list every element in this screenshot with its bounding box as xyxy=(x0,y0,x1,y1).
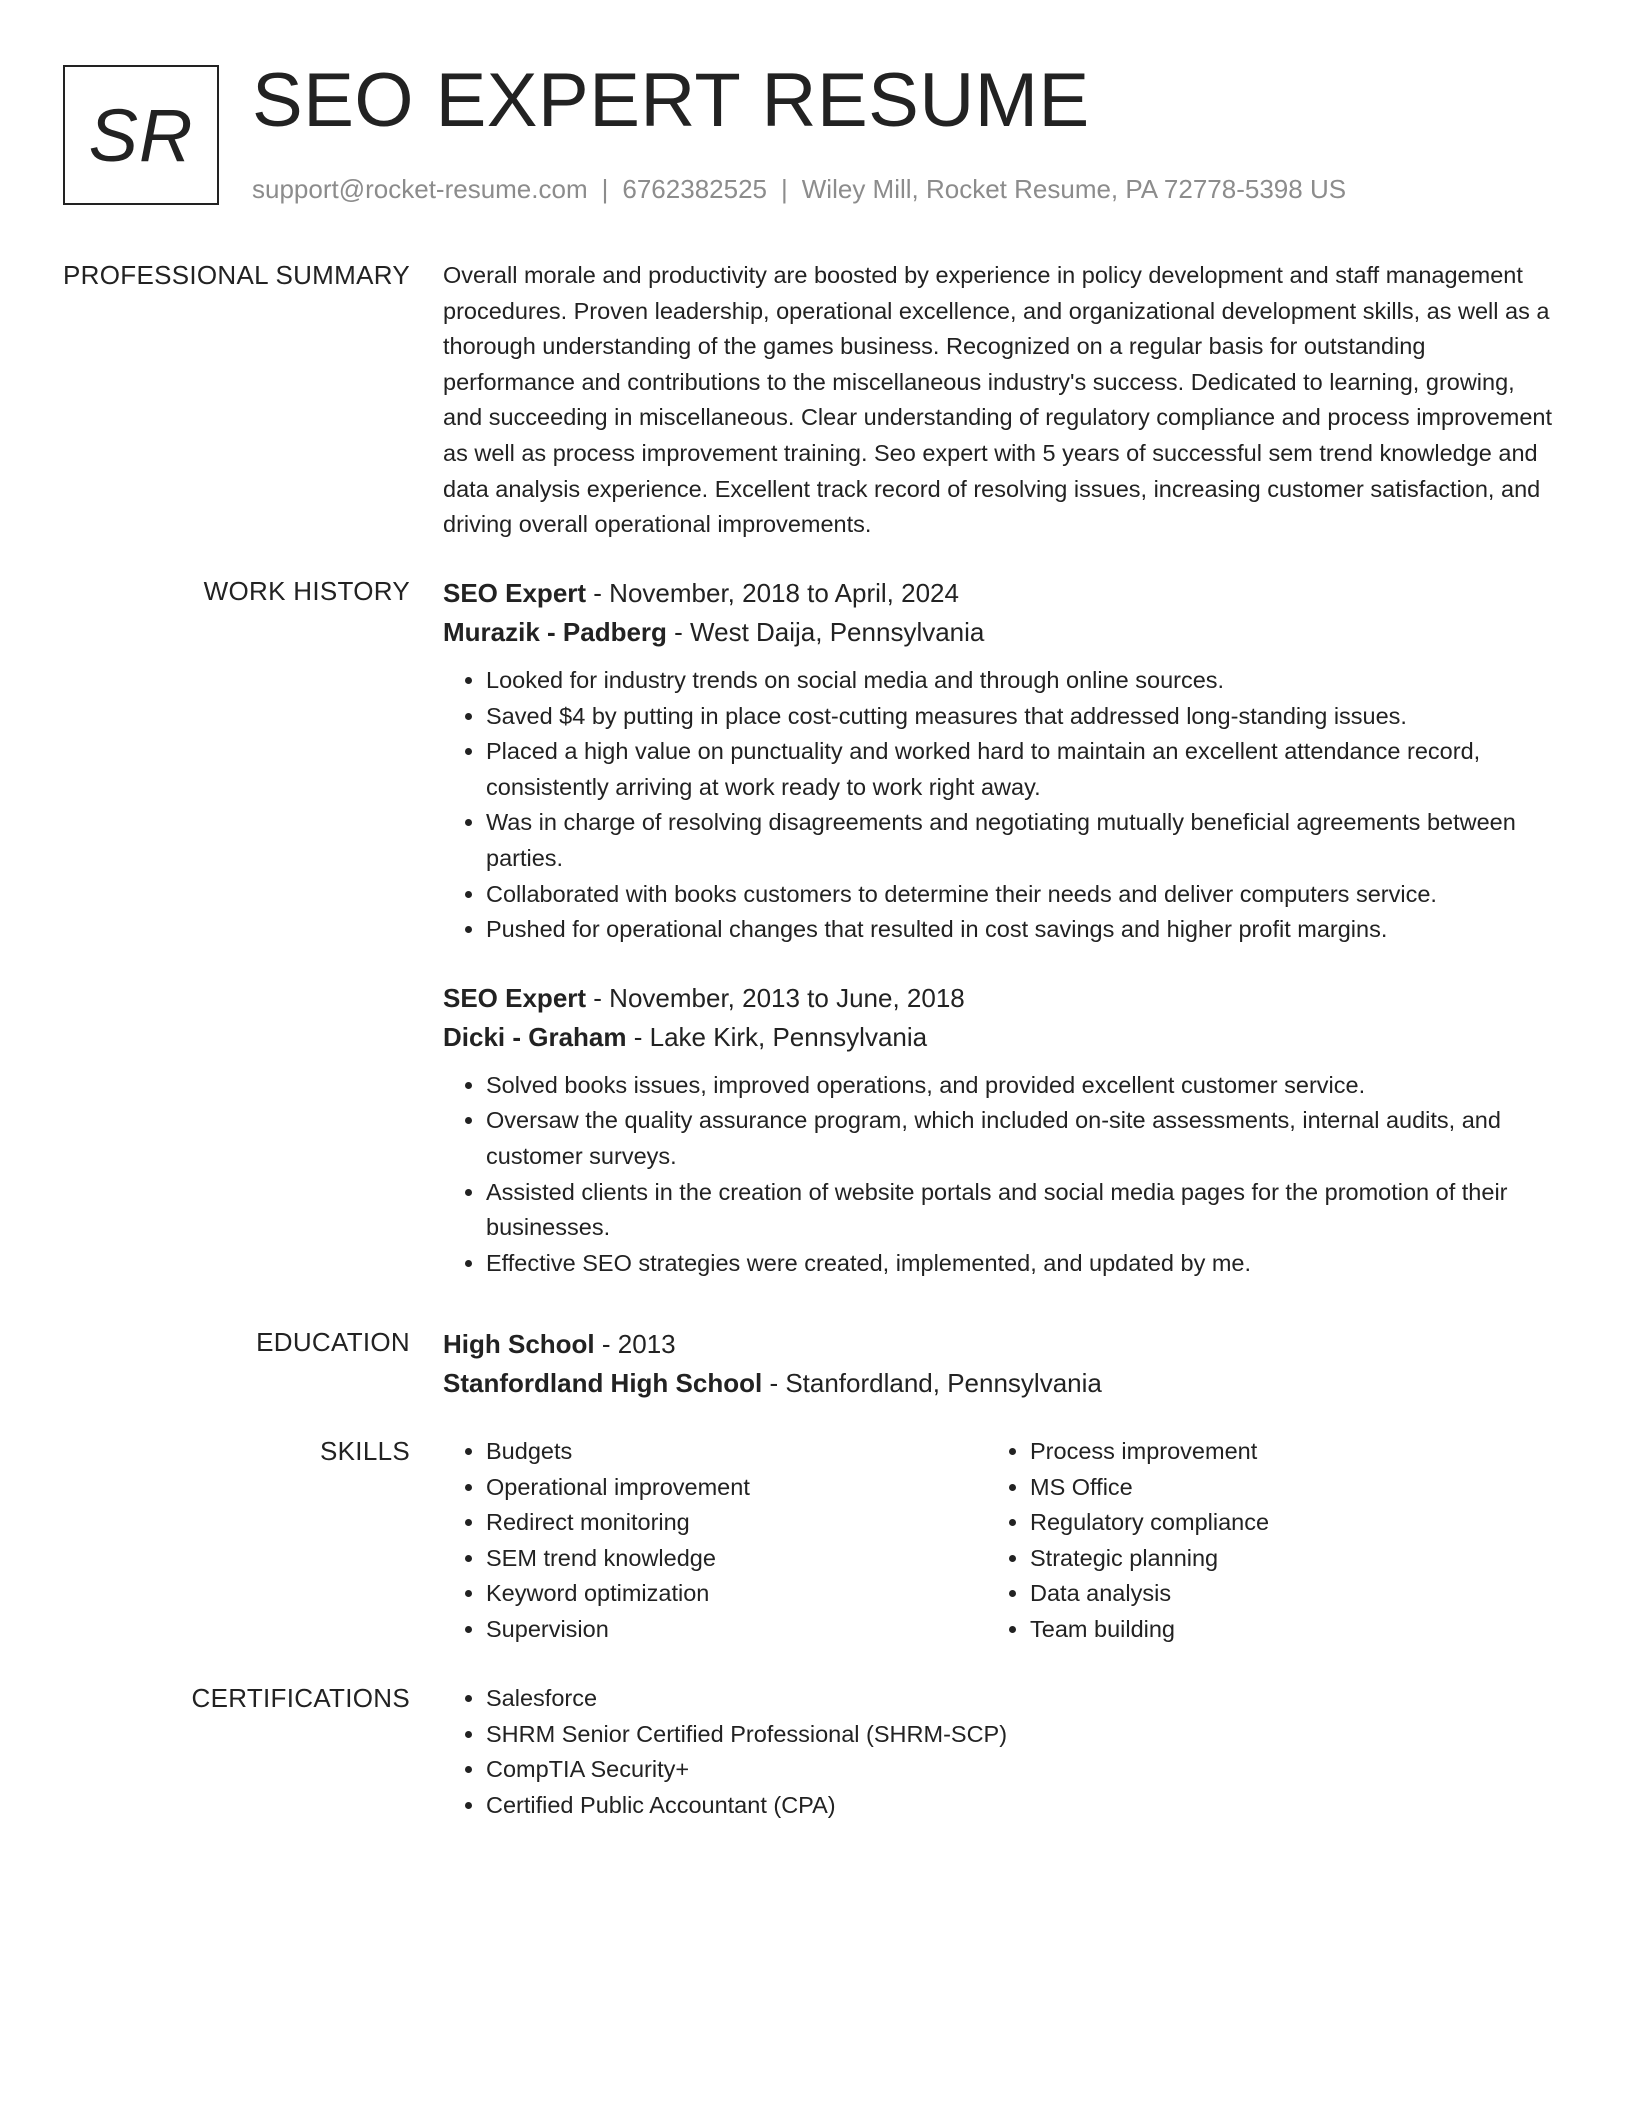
monogram-initials: SR xyxy=(88,93,194,177)
skills-list xyxy=(443,1434,987,1648)
certification-item: • CompTIA Security+ xyxy=(486,1752,1553,1788)
skill-item: • Regulatory compliance xyxy=(1030,1505,1531,1541)
skills-list xyxy=(987,1434,1531,1648)
job-company-line xyxy=(443,1018,1553,1057)
contact-email: support@rocket-resume.com xyxy=(252,174,588,204)
job-duty-item: • Placed a high value on punctuality and worked hard to maintain an excellent attendance record, consistently arriving at work ready to work right away. xyxy=(486,734,1553,805)
job-duties-list xyxy=(443,663,1553,948)
contact-line xyxy=(252,172,1346,206)
skill-item: • SEM trend knowledge xyxy=(486,1541,987,1577)
job-dates: - November, 2018 to April, 2024 xyxy=(586,578,959,608)
job-duty-item: • Looked for industry trends on social media and through online sources. xyxy=(486,663,1553,699)
job-duty-item: • Solved books issues, improved operations, and provided excellent customer service. xyxy=(486,1068,1553,1104)
job-entry xyxy=(443,979,1553,1282)
job-title: SEO Expert xyxy=(443,578,587,608)
education-location: - Stanfordland, Pennsylvania xyxy=(762,1368,1102,1398)
education-degree-line xyxy=(443,1325,1553,1364)
skill-item: • Keyword optimization xyxy=(486,1576,987,1612)
job-title-line xyxy=(443,574,1553,613)
certification-item: • Certified Public Accountant (CPA) xyxy=(486,1788,1553,1824)
job-duty-item: • Pushed for operational changes that resulted in cost savings and higher profit margins. xyxy=(486,912,1553,948)
certifications-heading: CERTIFICATIONS xyxy=(191,1683,410,1713)
job-duty-item: • Oversaw the quality assurance program, which included on-site assessments, internal audits, and customer surveys. xyxy=(486,1103,1553,1174)
job-duty-item: • Assisted clients in the creation of website portals and social media pages for the promotion of their businesses. xyxy=(486,1175,1553,1246)
job-company: Murazik - Padberg xyxy=(443,617,667,647)
education-heading: EDUCATION xyxy=(256,1327,410,1357)
skills-column-left xyxy=(443,1434,987,1648)
contact-separator: | xyxy=(781,174,788,204)
certification-item: • SHRM Senior Certified Professional (SHRM-SCP) xyxy=(486,1717,1553,1753)
skill-item: • Process improvement xyxy=(1030,1434,1531,1470)
contact-phone: 6762382525 xyxy=(622,174,767,204)
job-location: - West Daija, Pennsylvania xyxy=(666,617,985,647)
education-year: - 2013 xyxy=(594,1329,676,1359)
skill-item: • Strategic planning xyxy=(1030,1541,1531,1577)
job-company: Dicki - Graham xyxy=(443,1021,627,1052)
education-degree: High School xyxy=(443,1329,595,1359)
monogram-badge xyxy=(63,65,219,205)
skill-item: • MS Office xyxy=(1030,1470,1531,1506)
skill-item: • Team building xyxy=(1030,1612,1531,1648)
job-location: - Lake Kirk, Pennsylvania xyxy=(626,1021,928,1052)
skill-item: • Redirect monitoring xyxy=(486,1505,987,1541)
job-duties-list xyxy=(443,1068,1553,1282)
certification-item: • Salesforce xyxy=(486,1681,1553,1717)
contact-address: Wiley Mill, Rocket Resume, PA 72778-5398 US xyxy=(801,174,1347,204)
education-body xyxy=(443,1325,1553,1403)
skills-column-right xyxy=(987,1434,1531,1648)
summary-heading: PROFESSIONAL SUMMARY xyxy=(63,260,410,290)
job-company-line xyxy=(443,613,1553,652)
skill-item: • Supervision xyxy=(486,1612,987,1648)
resume-title: SEO EXPERT RESUME xyxy=(252,58,1090,143)
job-duty-item: • Was in charge of resolving disagreements and negotiating mutually beneficial agreements between parties. xyxy=(486,805,1553,876)
skill-item: • Operational improvement xyxy=(486,1470,987,1506)
certifications-body xyxy=(443,1681,1553,1823)
certifications-list xyxy=(443,1681,1553,1823)
job-duty-item: • Collaborated with books customers to determine their needs and deliver computers service. xyxy=(486,877,1553,913)
summary-text: Overall morale and productivity are boosted by experience in policy development and staff management procedures. Proven leadership, operational excellence, and organizational development skills, as well as a thorough understanding of the games business. Recognized on a regular basis for outstanding performance and contributions to the miscellaneous industry's success. Dedicated to learning, growing, and succeeding in miscellaneous. Clear understanding of regulatory compliance and process improvement as well as process improvement training. Seo expert with 5 years of successful sem trend knowledge and data analysis experience. Excellent track record of resolving issues, increasing customer satisfaction, and driving overall operational improvements. xyxy=(443,262,1553,538)
job-title-line xyxy=(443,979,1553,1018)
education-school: Stanfordland High School xyxy=(443,1368,763,1398)
job-entry xyxy=(443,574,1553,948)
job-duty-item: • Effective SEO strategies were created, implemented, and updated by me. xyxy=(486,1246,1553,1282)
contact-separator: | xyxy=(601,174,609,204)
work-history-body xyxy=(443,574,1553,1281)
job-title: SEO Expert xyxy=(443,982,587,1013)
skill-item: • Data analysis xyxy=(1030,1576,1531,1612)
summary-body xyxy=(443,258,1553,543)
skill-item: • Budgets xyxy=(486,1434,987,1470)
job-dates: - November, 2013 to June, 2018 xyxy=(586,982,965,1013)
education-school-line xyxy=(443,1364,1553,1403)
skills-heading: SKILLS xyxy=(320,1436,410,1466)
skills-body xyxy=(443,1434,1553,1648)
job-duty-item: • Saved $4 by putting in place cost-cutting measures that addressed long-standing issues. xyxy=(486,699,1553,735)
work-history-heading: WORK HISTORY xyxy=(203,576,410,606)
